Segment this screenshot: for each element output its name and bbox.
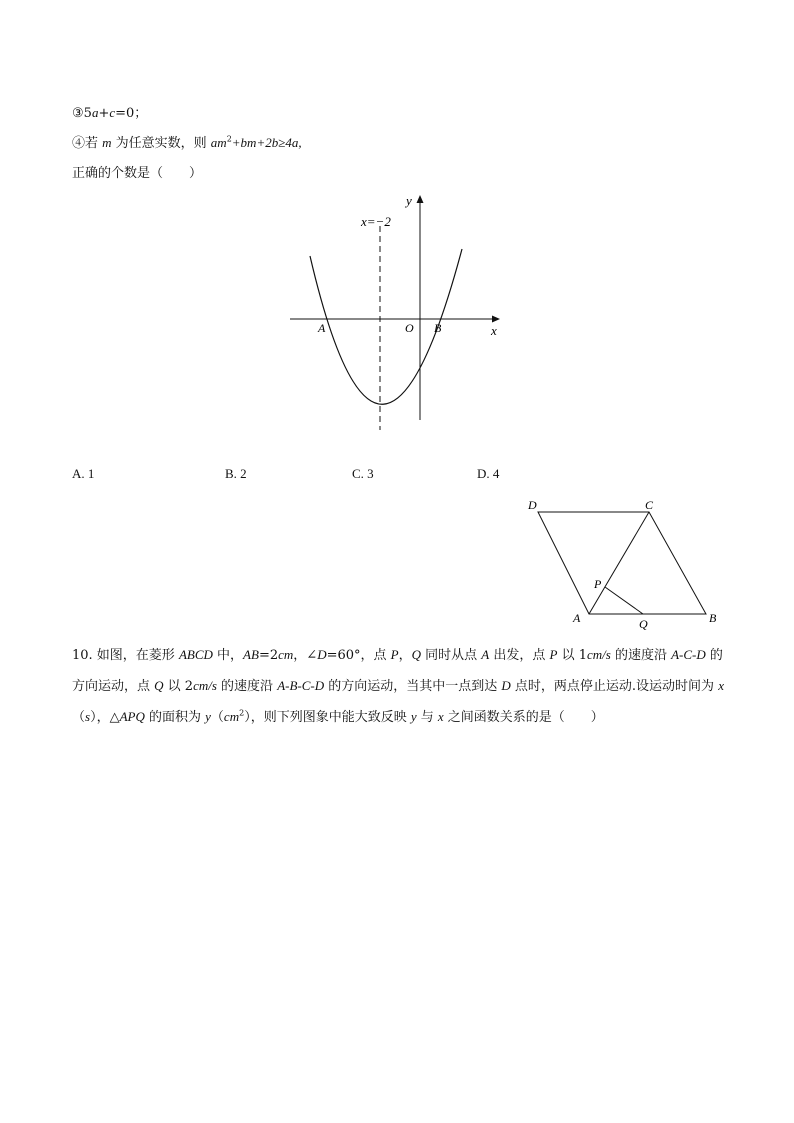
q10-text: 出发，点 — [489, 648, 550, 663]
q10-var: A-B-C-D — [277, 678, 325, 693]
q10-text: ，∠ — [293, 648, 318, 663]
circled-number-3: ③ — [72, 106, 84, 121]
vertex-d-label: D — [528, 498, 537, 512]
segment-pq — [605, 587, 643, 614]
q10-text: 以 2 — [163, 679, 194, 694]
rhombus-figure — [520, 492, 730, 632]
expr-part: am — [210, 135, 227, 150]
option-d[interactable]: D. 4 — [477, 466, 500, 481]
q10-var: x — [718, 678, 724, 693]
q10-var: APQ — [119, 709, 145, 724]
q10-text: 10. 如图，在菱形 — [72, 648, 179, 663]
x-axis-arrow-icon — [492, 316, 500, 323]
symmetry-axis-label: x=−2 — [361, 214, 391, 229]
vertex-b-label: B — [709, 611, 717, 625]
q10-var: AB — [243, 647, 259, 662]
q10-var: D — [501, 678, 511, 693]
q10-text: （ — [210, 710, 224, 725]
q10-var: y — [410, 709, 417, 724]
point-p-label: P — [594, 577, 602, 591]
q10-text: 与 — [416, 710, 438, 725]
superscript-2: 2 — [226, 134, 232, 144]
point-a-label: A — [318, 321, 326, 335]
q10-var: A-C-D — [671, 647, 706, 662]
var-m: m — [102, 135, 112, 150]
q10-var: A — [481, 647, 490, 662]
question-prompt: 正确的个数是（ ） — [72, 166, 203, 181]
question-10 — [72, 640, 724, 733]
y-axis-arrow-icon — [417, 195, 424, 203]
q10-text: 的方向运动，当其中一点到达 — [324, 679, 502, 694]
origin-label: O — [405, 321, 414, 335]
q10-text: 的方向运动，点 — [72, 648, 723, 694]
parabola-figure — [280, 188, 510, 433]
q10-unit: cm/s — [193, 678, 217, 693]
q10-var: y — [205, 709, 211, 724]
x-axis-label: x — [491, 323, 497, 338]
statement-3 — [72, 104, 147, 123]
statement-text: 为任意实数，则 — [111, 136, 211, 151]
expr-part: +bm+2b≥4a, — [231, 135, 302, 150]
q10-text: 的速度沿 — [610, 648, 672, 663]
q10-var: Q — [154, 678, 164, 693]
expr-part: 5 — [83, 106, 92, 121]
q10-text: 以 1 — [557, 648, 587, 663]
vertex-a-label: A — [573, 611, 581, 625]
expr-part: =0； — [115, 106, 148, 121]
q10-unit: s — [85, 709, 91, 724]
expr-part: + — [98, 106, 110, 121]
q10-text: =60°，点 — [326, 648, 391, 663]
q10-var: D — [317, 647, 327, 662]
q10-text: 的速度沿 — [216, 679, 278, 694]
option-c[interactable]: C. 3 — [352, 466, 374, 481]
q10-unit: cm — [223, 709, 240, 724]
point-b-label: B — [434, 321, 442, 335]
q10-text: 的面积为 — [144, 710, 206, 725]
option-a[interactable]: A. 1 — [72, 466, 95, 481]
diagonal-ac — [589, 512, 649, 614]
point-q-label: Q — [639, 617, 648, 631]
q10-text: 中， — [212, 648, 244, 663]
q10-var: Q — [411, 647, 422, 662]
circled-number-4: ④若 — [72, 136, 103, 151]
statement-4 — [72, 134, 302, 153]
q10-var: P — [390, 647, 399, 662]
q10-text: 点时，两点停止运动.设运动时间为 — [510, 679, 719, 694]
q10-unit: cm/s — [587, 647, 611, 662]
superscript-2: 2 — [239, 708, 245, 718]
q10-var: x — [437, 709, 444, 724]
q10-text: =2 — [258, 648, 279, 663]
q10-unit: cm — [278, 647, 294, 662]
q10-text: 同时从点 — [421, 648, 482, 663]
q10-text: ），△ — [90, 710, 120, 725]
y-axis-label: y — [406, 193, 412, 208]
option-b[interactable]: B. 2 — [225, 466, 247, 481]
q10-var: ABCD — [178, 647, 213, 662]
var-c: c — [109, 105, 116, 120]
q10-var: P — [549, 647, 558, 662]
vertex-c-label: C — [645, 498, 654, 512]
q10-text: （ — [72, 710, 86, 725]
q10-text: ），则下列图象中能大致反映 — [244, 710, 411, 725]
var-a: a — [91, 105, 99, 120]
q10-text: 之间函数关系的是（ ） — [443, 710, 604, 725]
q10-text: ， — [398, 648, 412, 663]
